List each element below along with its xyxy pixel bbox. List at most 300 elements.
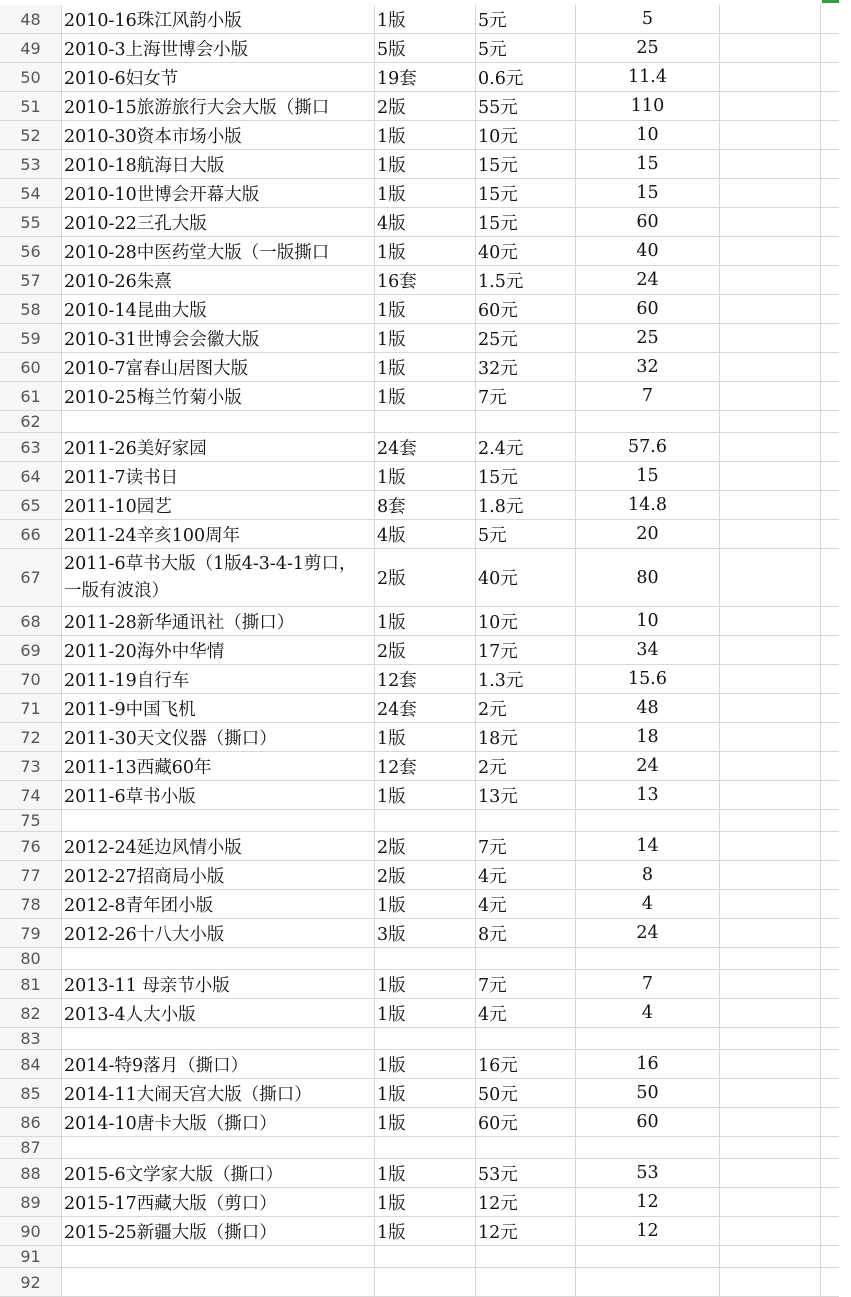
row-number[interactable]: 80 [0,948,62,969]
cell-empty[interactable] [821,295,851,323]
cell-empty[interactable] [720,694,821,722]
cell-name[interactable]: 2010-25梅兰竹菊小版 [62,382,375,410]
row-number[interactable]: 76 [0,832,62,860]
cell-total[interactable]: 14 [576,832,720,860]
row-number[interactable]: 92 [0,1268,62,1296]
row-number[interactable]: 65 [0,491,62,519]
cell-name[interactable] [62,1137,375,1158]
cell-total[interactable]: 32 [576,353,720,381]
cell-quantity[interactable]: 16套 [375,266,476,294]
cell-unit-price[interactable]: 10元 [476,121,576,149]
cell-name[interactable] [62,1028,375,1049]
cell-unit-price[interactable]: 18元 [476,723,576,751]
cell-unit-price[interactable]: 4元 [476,861,576,889]
cell-total[interactable]: 10 [576,121,720,149]
cell-name[interactable]: 2010-7富春山居图大版 [62,353,375,381]
cell-empty[interactable] [720,382,821,410]
cell-empty[interactable] [821,665,851,693]
cell-empty[interactable] [720,208,821,236]
cell-name[interactable]: 2012-8青年团小版 [62,890,375,918]
cell-quantity[interactable]: 24套 [375,433,476,461]
cell-name[interactable]: 2010-16珠江风韵小版 [62,5,375,33]
row-number[interactable]: 83 [0,1028,62,1049]
cell-unit-price[interactable]: 1.8元 [476,491,576,519]
cell-empty[interactable] [821,92,851,120]
cell-quantity[interactable]: 5版 [375,34,476,62]
cell-quantity[interactable]: 4版 [375,520,476,548]
cell-unit-price[interactable]: 50元 [476,1079,576,1107]
cell-name[interactable] [62,411,375,432]
cell-quantity[interactable]: 2版 [375,636,476,664]
cell-empty[interactable] [720,1028,821,1049]
cell-total[interactable]: 5 [576,5,720,33]
cell-empty[interactable] [821,1137,851,1158]
cell-empty[interactable] [821,999,851,1027]
row-number[interactable]: 54 [0,179,62,207]
cell-empty[interactable] [821,520,851,548]
cell-name[interactable] [62,948,375,969]
cell-quantity[interactable]: 12套 [375,665,476,693]
cell-unit-price[interactable]: 5元 [476,5,576,33]
cell-empty[interactable] [720,295,821,323]
row-number[interactable]: 86 [0,1108,62,1136]
cell-name[interactable]: 2015-17西藏大版（剪口） [62,1188,375,1216]
cell-total[interactable]: 15 [576,462,720,490]
cell-empty[interactable] [720,1268,821,1296]
cell-empty[interactable] [821,34,851,62]
row-number[interactable]: 57 [0,266,62,294]
cell-quantity[interactable]: 3版 [375,919,476,947]
row-number[interactable]: 77 [0,861,62,889]
cell-unit-price[interactable]: 12元 [476,1188,576,1216]
cell-total[interactable]: 16 [576,1050,720,1078]
cell-name[interactable]: 2011-19自行车 [62,665,375,693]
cell-total[interactable]: 7 [576,382,720,410]
cell-unit-price[interactable]: 17元 [476,636,576,664]
cell-name[interactable]: 2010-31世博会会徽大版 [62,324,375,352]
cell-empty[interactable] [821,1159,851,1187]
cell-total[interactable]: 25 [576,324,720,352]
cell-unit-price[interactable]: 55元 [476,92,576,120]
cell-total[interactable]: 4 [576,890,720,918]
cell-total[interactable]: 25 [576,34,720,62]
cell-unit-price[interactable]: 1.3元 [476,665,576,693]
cell-name[interactable]: 2010-15旅游旅行大会大版（撕口 [62,92,375,120]
cell-unit-price[interactable]: 25元 [476,324,576,352]
cell-quantity[interactable] [375,411,476,432]
cell-quantity[interactable]: 1版 [375,462,476,490]
cell-quantity[interactable]: 24套 [375,694,476,722]
cell-quantity[interactable]: 1版 [375,1079,476,1107]
row-number[interactable]: 64 [0,462,62,490]
cell-name[interactable]: 2011-20海外中华情 [62,636,375,664]
cell-quantity[interactable]: 1版 [375,5,476,33]
cell-quantity[interactable]: 1版 [375,970,476,998]
row-number[interactable]: 91 [0,1246,62,1267]
cell-empty[interactable] [821,208,851,236]
cell-total[interactable]: 12 [576,1188,720,1216]
cell-total[interactable]: 110 [576,92,720,120]
row-number[interactable]: 48 [0,5,62,33]
row-number[interactable]: 66 [0,520,62,548]
cell-quantity[interactable] [375,1268,476,1296]
cell-empty[interactable] [821,491,851,519]
row-number[interactable]: 78 [0,890,62,918]
row-number[interactable]: 69 [0,636,62,664]
cell-name[interactable]: 2013-11 母亲节小版 [62,970,375,998]
cell-quantity[interactable]: 1版 [375,1159,476,1187]
cell-unit-price[interactable]: 15元 [476,179,576,207]
cell-quantity[interactable]: 2版 [375,832,476,860]
cell-empty[interactable] [720,179,821,207]
row-number[interactable]: 84 [0,1050,62,1078]
row-number[interactable]: 75 [0,810,62,831]
cell-empty[interactable] [720,861,821,889]
cell-quantity[interactable] [375,948,476,969]
cell-total[interactable]: 15 [576,179,720,207]
cell-quantity[interactable]: 4版 [375,208,476,236]
cell-total[interactable] [576,1137,720,1158]
cell-quantity[interactable]: 1版 [375,353,476,381]
row-number[interactable]: 59 [0,324,62,352]
row-number[interactable]: 61 [0,382,62,410]
cell-name[interactable]: 2010-18航海日大版 [62,150,375,178]
cell-empty[interactable] [720,1217,821,1245]
cell-empty[interactable] [720,63,821,91]
cell-unit-price[interactable]: 7元 [476,970,576,998]
cell-name[interactable] [62,810,375,831]
row-number[interactable]: 82 [0,999,62,1027]
cell-quantity[interactable]: 1版 [375,150,476,178]
cell-total[interactable] [576,1246,720,1267]
cell-empty[interactable] [821,1188,851,1216]
cell-quantity[interactable]: 1版 [375,1188,476,1216]
cell-name[interactable]: 2012-24延边风情小版 [62,832,375,860]
cell-quantity[interactable]: 1版 [375,324,476,352]
cell-unit-price[interactable]: 13元 [476,781,576,809]
cell-total[interactable]: 12 [576,1217,720,1245]
cell-empty[interactable] [720,491,821,519]
row-number[interactable]: 88 [0,1159,62,1187]
cell-total[interactable] [576,411,720,432]
cell-empty[interactable] [720,1108,821,1136]
cell-empty[interactable] [720,810,821,831]
row-number[interactable]: 55 [0,208,62,236]
cell-total[interactable]: 40 [576,237,720,265]
cell-unit-price[interactable]: 16元 [476,1050,576,1078]
row-number[interactable]: 74 [0,781,62,809]
cell-unit-price[interactable]: 40元 [476,549,576,606]
cell-quantity[interactable]: 1版 [375,723,476,751]
cell-empty[interactable] [720,353,821,381]
cell-empty[interactable] [821,63,851,91]
cell-name[interactable]: 2010-26朱熹 [62,266,375,294]
cell-quantity[interactable]: 1版 [375,1050,476,1078]
cell-empty[interactable] [720,549,821,606]
cell-total[interactable]: 15.6 [576,665,720,693]
cell-quantity[interactable]: 1版 [375,179,476,207]
cell-empty[interactable] [720,150,821,178]
cell-unit-price[interactable]: 53元 [476,1159,576,1187]
cell-empty[interactable] [821,832,851,860]
cell-empty[interactable] [821,1028,851,1049]
cell-empty[interactable] [821,382,851,410]
cell-unit-price[interactable]: 2.4元 [476,433,576,461]
cell-empty[interactable] [720,723,821,751]
cell-empty[interactable] [720,324,821,352]
row-number[interactable]: 63 [0,433,62,461]
cell-empty[interactable] [821,781,851,809]
cell-empty[interactable] [821,861,851,889]
cell-empty[interactable] [821,1268,851,1296]
cell-name[interactable]: 2011-6草书大版（1版4-3-4-1剪口，一版有波浪） [62,549,375,606]
cell-unit-price[interactable]: 5元 [476,520,576,548]
cell-total[interactable]: 14.8 [576,491,720,519]
cell-unit-price[interactable]: 32元 [476,353,576,381]
cell-quantity[interactable]: 1版 [375,781,476,809]
cell-quantity[interactable]: 2版 [375,861,476,889]
cell-name[interactable]: 2014-11大闹天宫大版（撕口） [62,1079,375,1107]
cell-empty[interactable] [720,121,821,149]
cell-empty[interactable] [720,636,821,664]
row-number[interactable]: 51 [0,92,62,120]
row-number[interactable]: 90 [0,1217,62,1245]
cell-empty[interactable] [821,1108,851,1136]
cell-empty[interactable] [720,781,821,809]
cell-quantity[interactable]: 1版 [375,1108,476,1136]
cell-total[interactable]: 60 [576,295,720,323]
cell-unit-price[interactable]: 15元 [476,462,576,490]
row-number[interactable]: 71 [0,694,62,722]
cell-unit-price[interactable] [476,1137,576,1158]
cell-total[interactable] [576,1268,720,1296]
row-number[interactable]: 56 [0,237,62,265]
cell-name[interactable]: 2010-30资本市场小版 [62,121,375,149]
row-number[interactable]: 89 [0,1188,62,1216]
cell-name[interactable]: 2010-28中医药堂大版（一版撕口 [62,237,375,265]
cell-empty[interactable] [821,607,851,635]
cell-empty[interactable] [720,890,821,918]
cell-name[interactable]: 2012-26十八大小版 [62,919,375,947]
cell-empty[interactable] [821,948,851,969]
cell-total[interactable]: 11.4 [576,63,720,91]
cell-quantity[interactable] [375,1246,476,1267]
cell-empty[interactable] [720,433,821,461]
cell-name[interactable] [62,1246,375,1267]
cell-total[interactable]: 34 [576,636,720,664]
cell-unit-price[interactable]: 2元 [476,752,576,780]
row-number[interactable]: 68 [0,607,62,635]
cell-empty[interactable] [720,266,821,294]
cell-empty[interactable] [821,411,851,432]
cell-total[interactable]: 24 [576,266,720,294]
cell-empty[interactable] [720,520,821,548]
cell-empty[interactable] [720,237,821,265]
cell-quantity[interactable] [375,810,476,831]
row-number[interactable]: 79 [0,919,62,947]
cell-unit-price[interactable]: 8元 [476,919,576,947]
cell-unit-price[interactable]: 12元 [476,1217,576,1245]
cell-empty[interactable] [821,694,851,722]
row-number[interactable]: 81 [0,970,62,998]
cell-total[interactable]: 60 [576,208,720,236]
cell-empty[interactable] [821,1217,851,1245]
cell-quantity[interactable]: 1版 [375,121,476,149]
cell-name[interactable]: 2014-特9落月（撕口） [62,1050,375,1078]
cell-unit-price[interactable] [476,1028,576,1049]
cell-unit-price[interactable]: 60元 [476,1108,576,1136]
cell-quantity[interactable] [375,1028,476,1049]
cell-empty[interactable] [720,919,821,947]
cell-total[interactable]: 48 [576,694,720,722]
row-number[interactable]: 67 [0,549,62,606]
cell-unit-price[interactable]: 2元 [476,694,576,722]
cell-unit-price[interactable]: 40元 [476,237,576,265]
cell-total[interactable]: 50 [576,1079,720,1107]
cell-empty[interactable] [821,752,851,780]
cell-empty[interactable] [821,1079,851,1107]
cell-empty[interactable] [720,1159,821,1187]
cell-empty[interactable] [720,1246,821,1267]
cell-empty[interactable] [821,121,851,149]
cell-total[interactable]: 53 [576,1159,720,1187]
cell-unit-price[interactable] [476,810,576,831]
cell-empty[interactable] [821,810,851,831]
cell-unit-price[interactable]: 10元 [476,607,576,635]
cell-empty[interactable] [720,1188,821,1216]
cell-unit-price[interactable]: 7元 [476,832,576,860]
row-number[interactable]: 85 [0,1079,62,1107]
cell-empty[interactable] [821,1246,851,1267]
cell-name[interactable]: 2014-10唐卡大版（撕口） [62,1108,375,1136]
cell-unit-price[interactable]: 0.6元 [476,63,576,91]
cell-quantity[interactable]: 1版 [375,890,476,918]
cell-unit-price[interactable] [476,948,576,969]
cell-total[interactable]: 24 [576,919,720,947]
row-number[interactable]: 53 [0,150,62,178]
cell-name[interactable]: 2010-3上海世博会小版 [62,34,375,62]
row-number[interactable]: 49 [0,34,62,62]
cell-name[interactable]: 2015-25新疆大版（撕口） [62,1217,375,1245]
cell-quantity[interactable]: 8套 [375,491,476,519]
cell-unit-price[interactable] [476,1246,576,1267]
cell-quantity[interactable]: 1版 [375,999,476,1027]
cell-name[interactable]: 2011-26美好家园 [62,433,375,461]
cell-empty[interactable] [720,92,821,120]
cell-empty[interactable] [720,5,821,33]
cell-quantity[interactable]: 1版 [375,607,476,635]
cell-unit-price[interactable] [476,411,576,432]
cell-quantity[interactable]: 1版 [375,237,476,265]
cell-total[interactable]: 24 [576,752,720,780]
cell-empty[interactable] [720,1050,821,1078]
row-number[interactable]: 50 [0,63,62,91]
cell-name[interactable]: 2011-6草书小版 [62,781,375,809]
cell-empty[interactable] [821,1050,851,1078]
cell-quantity[interactable]: 1版 [375,295,476,323]
cell-name[interactable]: 2011-28新华通讯社（撕口） [62,607,375,635]
cell-total[interactable]: 4 [576,999,720,1027]
cell-quantity[interactable]: 12套 [375,752,476,780]
cell-empty[interactable] [720,665,821,693]
cell-empty[interactable] [720,462,821,490]
cell-name[interactable]: 2011-13西藏60年 [62,752,375,780]
row-number[interactable]: 73 [0,752,62,780]
row-number[interactable]: 87 [0,1137,62,1158]
cell-empty[interactable] [821,324,851,352]
cell-total[interactable] [576,810,720,831]
cell-quantity[interactable] [375,1137,476,1158]
cell-empty[interactable] [821,353,851,381]
cell-total[interactable] [576,1028,720,1049]
cell-name[interactable] [62,1268,375,1296]
cell-total[interactable]: 20 [576,520,720,548]
cell-quantity[interactable]: 19套 [375,63,476,91]
cell-total[interactable]: 57.6 [576,433,720,461]
cell-empty[interactable] [720,34,821,62]
cell-empty[interactable] [821,266,851,294]
cell-empty[interactable] [821,5,851,33]
cell-empty[interactable] [821,919,851,947]
cell-empty[interactable] [821,179,851,207]
cell-name[interactable]: 2015-6文学家大版（撕口） [62,1159,375,1187]
cell-total[interactable] [576,948,720,969]
cell-quantity[interactable]: 1版 [375,1217,476,1245]
cell-empty[interactable] [720,752,821,780]
cell-name[interactable]: 2011-10园艺 [62,491,375,519]
cell-unit-price[interactable] [476,1268,576,1296]
cell-empty[interactable] [821,549,851,606]
cell-quantity[interactable]: 2版 [375,92,476,120]
cell-empty[interactable] [821,150,851,178]
row-number[interactable]: 58 [0,295,62,323]
row-number[interactable]: 52 [0,121,62,149]
cell-empty[interactable] [720,1079,821,1107]
cell-unit-price[interactable]: 60元 [476,295,576,323]
cell-total[interactable]: 13 [576,781,720,809]
cell-name[interactable]: 2011-9中国飞机 [62,694,375,722]
cell-empty[interactable] [821,723,851,751]
cell-empty[interactable] [821,237,851,265]
cell-empty[interactable] [821,890,851,918]
cell-name[interactable]: 2010-6妇女节 [62,63,375,91]
cell-total[interactable]: 7 [576,970,720,998]
cell-unit-price[interactable]: 4元 [476,890,576,918]
row-number[interactable]: 60 [0,353,62,381]
cell-unit-price[interactable]: 15元 [476,150,576,178]
cell-name[interactable]: 2011-30天文仪器（撕口） [62,723,375,751]
row-number[interactable]: 62 [0,411,62,432]
cell-unit-price[interactable]: 4元 [476,999,576,1027]
cell-total[interactable]: 80 [576,549,720,606]
cell-unit-price[interactable]: 1.5元 [476,266,576,294]
row-number[interactable]: 70 [0,665,62,693]
cell-total[interactable]: 15 [576,150,720,178]
cell-empty[interactable] [720,948,821,969]
cell-quantity[interactable]: 1版 [375,382,476,410]
cell-total[interactable]: 18 [576,723,720,751]
cell-empty[interactable] [720,999,821,1027]
cell-empty[interactable] [720,1137,821,1158]
cell-total[interactable]: 10 [576,607,720,635]
cell-empty[interactable] [821,970,851,998]
cell-name[interactable]: 2012-27招商局小版 [62,861,375,889]
cell-name[interactable]: 2010-10世博会开幕大版 [62,179,375,207]
cell-name[interactable]: 2011-24辛亥100周年 [62,520,375,548]
cell-empty[interactable] [720,970,821,998]
cell-total[interactable]: 60 [576,1108,720,1136]
cell-empty[interactable] [720,411,821,432]
